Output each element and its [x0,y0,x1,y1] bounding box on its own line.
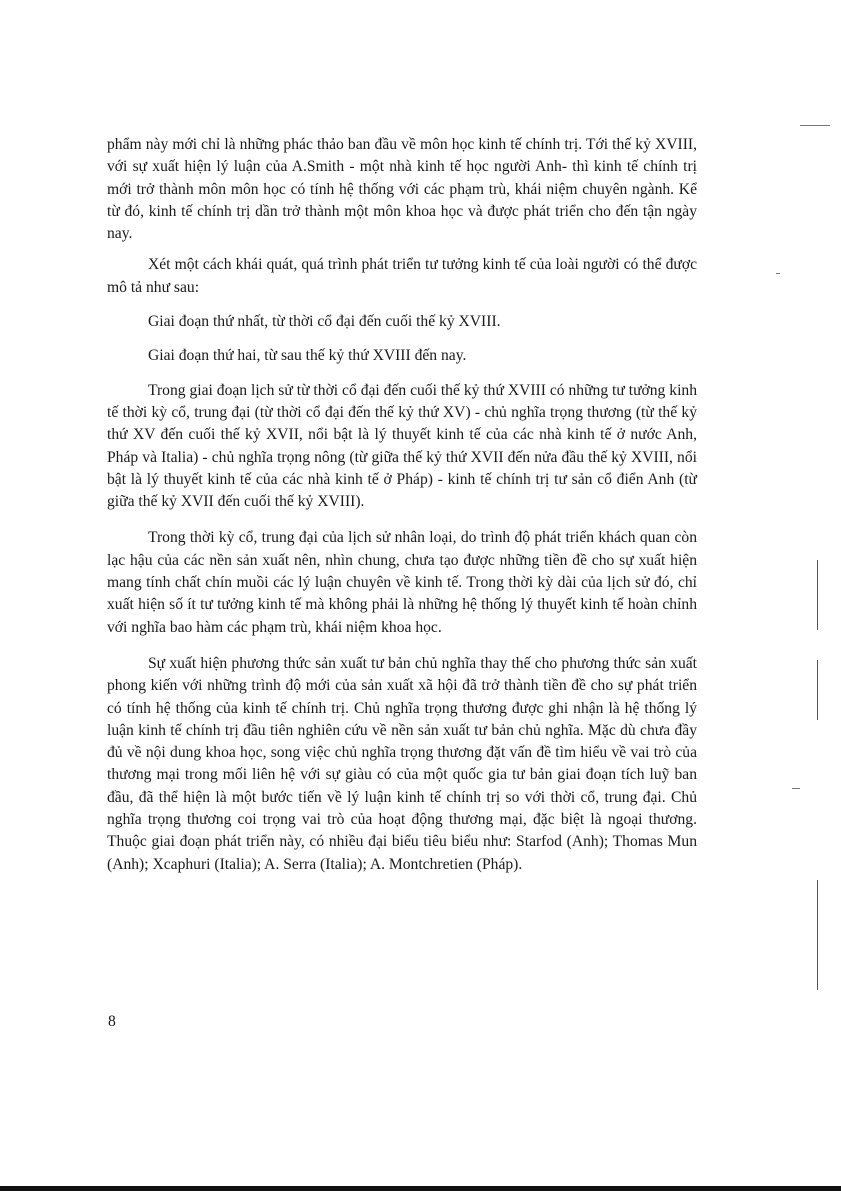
scan-edge [0,1186,841,1191]
page-body [107,134,697,876]
paragraph: Xét một cách khái quát, quá trình phát triển tư tưởng kinh tế của loài người có thể được mô tả như sau: [107,256,697,296]
scan-edge-mark [792,788,800,789]
scan-edge-mark [800,125,830,126]
paragraph: Trong thời kỳ cổ, trung đại của lịch sử nhân loại, do trình độ phát triển khách quan còn lạc hậu của các nền sản xuất nên, nhìn chung, chưa tạo được những tiền đề cho sự xuất hiện mang tính chất chín muồi các lý luận chuyên về kinh tế. Trong thời kỳ dài của lịch sử đó, chỉ xuất hiện số ít tư tưởng kinh tế mà không phải là những hệ thống lý thuyết kinh tế hoàn chỉnh với nghĩa bao hàm các phạm trù, khái niệm khoa học. [107,529,697,636]
paragraph: phẩm này mới chỉ là những phác thảo ban đầu về môn học kinh tế chính trị. Tới thế kỷ XVIII, với sự xuất hiện lý luận của A.Smith - một nhà kinh tế học người Anh- thì kinh tế chính trị mới trở thành môn môn học có tính hệ thống với các phạm trù, khái niệm chuyên ngành. Kể từ đó, kinh tế chính trị dần trở thành một môn khoa học và được phát triển cho đến tận ngày nay. [107,136,697,243]
scan-edge-mark [776,273,780,274]
paragraph: Giai đoạn thứ nhất, từ thời cổ đại đến cuối thế kỷ XVIII. [148,313,501,331]
scan-edge-mark [817,880,818,990]
scan-edge-mark [817,660,818,720]
paragraph: Trong giai đoạn lịch sử từ thời cổ đại đến cuối thế kỷ thứ XVIII có những tư tưởng kinh tế thời kỳ cổ, trung đại (từ thời cổ đại đến thế kỷ thứ XV) - chủ nghĩa trọng thương (từ thế kỷ thứ XV đến cuối thế kỷ XVII, nổi bật là lý thuyết kinh tế của các nhà kinh tế ở nước Anh, Pháp và Italia) - chủ nghĩa trọng nông (từ giữa thế kỷ thứ XVII đến nửa đầu thế kỷ XVIII, nổi bật là lý thuyết kinh tế của các nhà kinh tế ở Pháp) - kinh tế chính trị tư sản cổ điển Anh (từ giữa thế kỷ XVII đến cuối thế kỷ XVIII). [107,381,697,511]
paragraph: Giai đoạn thứ hai, từ sau thế kỷ thứ XVIII đến nay. [148,347,467,365]
page-number: 8 [108,1013,116,1030]
paragraph: Sự xuất hiện phương thức sản xuất tư bản chủ nghĩa thay thế cho phương thức sản xuất phong kiến với những trình độ mới của sản xuất xã hội đã trở thành tiền đề cho sự phát triển có tính hệ thống của kinh tế chính trị. Chủ nghĩa trọng thương được ghi nhận là hệ thống lý luận kinh tế chính trị đầu tiên nghiên cứu về nền sản xuất tư bản chủ nghĩa. Mặc dù chưa đầy đủ về nội dung khoa học, song việc chủ nghĩa trọng thương đặt vấn đề tìm hiểu về vai trò của thương mại trong mối liên hệ với sự giàu có của một quốc gia tư bản giai đoạn tích luỹ ban đầu, đã thể hiện là một bước tiến về lý luận kinh tế chính trị so với thời cổ, trung đại. Chủ nghĩa trọng thương coi trọng vai trò của hoạt động thương mại, đặc biệt là ngoại thương. Thuộc giai đoạn phát triển này, có nhiều đại biểu tiêu biểu như: Starfod (Anh); Thomas Mun (Anh); Xcaphuri (Italia); A. Serra (Italia); A. Montchretien (Pháp). [107,654,697,873]
scan-edge-mark [817,560,818,630]
